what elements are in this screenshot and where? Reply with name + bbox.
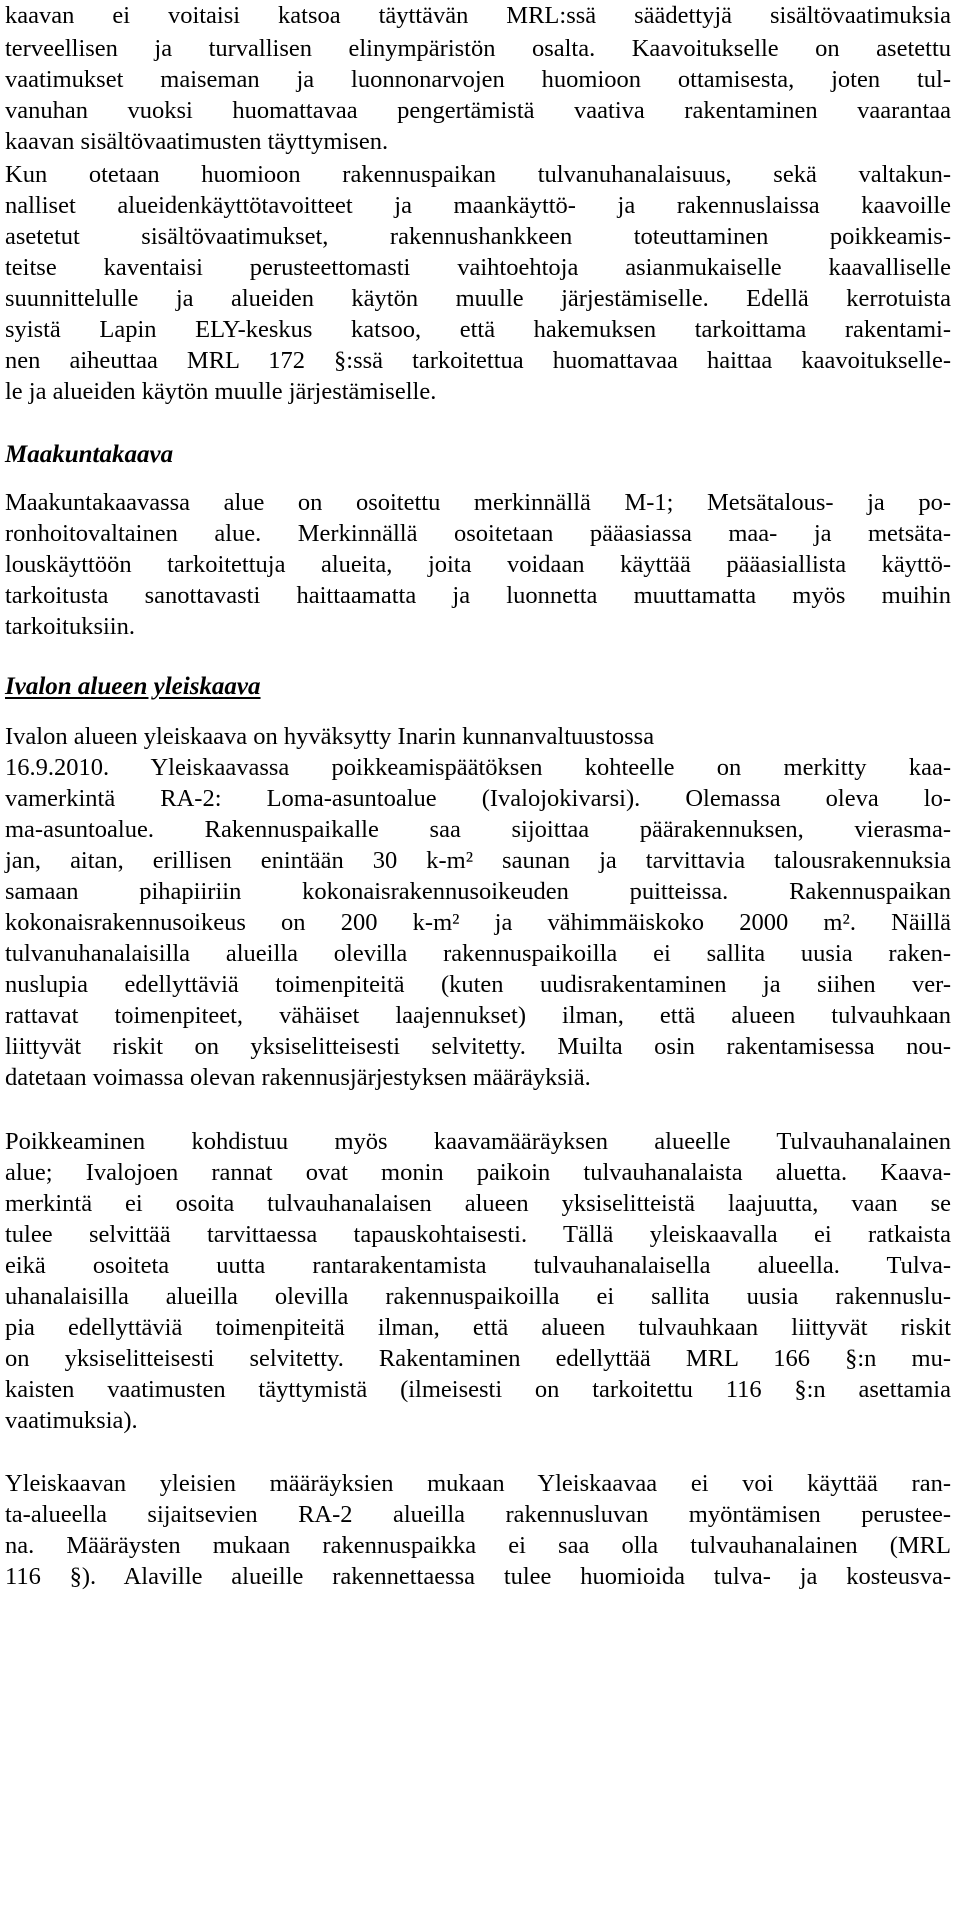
paragraph-3-line: rattavat toimenpiteet, vähäiset laajennukset) ilman, että alueen tulvauhkaan (5, 1002, 951, 1029)
paragraph-3-line: datetaan voimassa olevan rakennusjärjestyksen määräyksiä. (5, 1064, 591, 1091)
paragraph-1-line: vaatimukset maiseman ja luonnonarvojen huomioon ottamisesta, joten tul- (5, 66, 951, 93)
paragraph-4-line: vaatimuksia). (5, 1407, 138, 1434)
paragraph-2-line: louskäyttöön tarkoitettuja alueita, joita voidaan käyttää pääasiallista käyttö- (5, 551, 951, 578)
paragraph-1-line: asetetut sisältövaatimukset, rakennushankkeen toteuttaminen poikkeamis- (5, 223, 951, 250)
paragraph-3-line: ma-asuntoalue. Rakennuspaikalle saa sijoittaa päärakennuksen, vierasma- (5, 816, 951, 843)
paragraph-3-line: tulvanuhanalaisilla alueilla olevilla rakennuspaikoilla ei sallita uusia raken- (5, 940, 951, 967)
paragraph-5-line: Yleiskaavan yleisien määräyksien mukaan Yleiskaavaa ei voi käyttää ran- (5, 1470, 951, 1497)
paragraph-3-line: 16.9.2010. Yleiskaavassa poikkeamispäätöksen kohteelle on merkitty kaa- (5, 754, 951, 781)
paragraph-4-line: kaisten vaatimusten täyttymistä (ilmeisesti on tarkoitettu 116 §:n asettamia (5, 1376, 951, 1403)
paragraph-1-line: suunnittelulle ja alueiden käytön muulle järjestämiselle. Edellä kerrotuista (5, 285, 951, 312)
heading-maakuntakaava: Maakuntakaava (5, 441, 174, 468)
paragraph-3-line: samaan pihapiiriin kokonaisrakennusoikeuden puitteissa. Rakennuspaikan (5, 878, 951, 905)
paragraph-4-line: on yksiselitteisesti selvitetty. Rakentaminen edellyttää MRL 166 §:n mu- (5, 1345, 951, 1372)
paragraph-5-line: ta-alueella sijaitsevien RA-2 alueilla rakennusluvan myöntämisen perustee- (5, 1501, 951, 1528)
paragraph-1-line: teitse kaventaisi perusteettomasti vaihtoehtoja asianmukaiselle kaavalliselle (5, 254, 951, 281)
paragraph-1-line: nalliset alueidenkäyttötavoitteet ja maankäyttö- ja rakennuslaissa kaavoille (5, 192, 951, 219)
paragraph-3-line: liittyvät riskit on yksiselitteisesti selvitetty. Muilta osin rakentamisessa nou- (5, 1033, 951, 1060)
paragraph-3-line: Ivalon alueen yleiskaava on hyväksytty Inarin kunnanvaltuustossa (5, 723, 655, 750)
paragraph-4-line: tulee selvittää tarvittaessa tapauskohtaisesti. Tällä yleiskaavalla ei ratkaista (5, 1221, 951, 1248)
paragraph-1-line: le ja alueiden käytön muulle järjestämiselle. (5, 378, 437, 405)
paragraph-5-line: na. Määräysten mukaan rakennuspaikka ei saa olla tulvauhanalainen (MRL (5, 1532, 951, 1559)
paragraph-1-line: vanuhan vuoksi huomattavaa pengertämistä vaativa rakentaminen vaarantaa (5, 97, 951, 124)
paragraph-2-line: tarkoituksiin. (5, 613, 135, 640)
paragraph-3-line: vamerkintä RA-2: Loma-asuntoalue (Ivalojokivarsi). Olemassa oleva lo- (5, 785, 951, 812)
paragraph-1-line: terveellisen ja turvallisen elinympäristön osalta. Kaavoitukselle on asetettu (5, 35, 951, 62)
paragraph-1-line: Kun otetaan huomioon rakennuspaikan tulvanuhanalaisuus, sekä valtakun- (5, 161, 951, 188)
paragraph-3-line: jan, aitan, erillisen enintään 30 k-m² saunan ja tarvittavia talousrakennuksia (5, 847, 951, 874)
paragraph-3-line: nuslupia edellyttäviä toimenpiteitä (kuten uudisrakentaminen ja siihen ver- (5, 971, 951, 998)
paragraph-4-line: uhanalaisilla alueilla olevilla rakennuspaikoilla ei sallita uusia rakennuslu- (5, 1283, 951, 1310)
paragraph-4-line: merkintä ei osoita tulvauhanalaisen alueen yksiselitteistä laajuutta, vaan se (5, 1190, 951, 1217)
paragraph-1-line: kaavan sisältövaatimusten täyttymisen. (5, 128, 389, 155)
paragraph-4-line: pia edellyttäviä toimenpiteitä ilman, että alueen tulvauhkaan liittyvät riskit (5, 1314, 951, 1341)
paragraph-5-line: 116 §). Alaville alueille rakennettaessa tulee huomioida tulva- ja kosteusva- (5, 1563, 951, 1590)
paragraph-4-line: Poikkeaminen kohdistuu myös kaavamääräyksen alueelle Tulvauhanalainen (5, 1128, 951, 1155)
heading-yleiskaava: Ivalon alueen yleiskaava (5, 673, 261, 700)
paragraph-2-line: tarkoitusta sanottavasti haittaamatta ja luonnetta muuttamatta myös muihin (5, 582, 951, 609)
paragraph-4-line: alue; Ivalojoen rannat ovat monin paikoin tulvauhanalaista aluetta. Kaava- (5, 1159, 951, 1186)
paragraph-3-line: kokonaisrakennusoikeus on 200 k-m² ja vähimmäiskoko 2000 m². Näillä (5, 909, 951, 936)
paragraph-1-line: syistä Lapin ELY-keskus katsoo, että hakemuksen tarkoittama rakentami- (5, 316, 951, 343)
paragraph-1-line: nen aiheuttaa MRL 172 §:ssä tarkoitettua huomattavaa haittaa kaavoitukselle- (5, 347, 951, 374)
paragraph-2-line: ronhoitovaltainen alue. Merkinnällä osoitetaan pääasiassa maa- ja metsäta- (5, 520, 951, 547)
paragraph-2-line: Maakuntakaavassa alue on osoitettu merkinnällä M-1; Metsätalous- ja po- (5, 489, 951, 516)
paragraph-1-line: kaavan ei voitaisi katsoa täyttävän MRL:ssä säädettyjä sisältövaatimuksia (5, 2, 951, 29)
paragraph-4-line: eikä osoiteta uutta rantarakentamista tulvauhanalaisella alueella. Tulva- (5, 1252, 951, 1279)
